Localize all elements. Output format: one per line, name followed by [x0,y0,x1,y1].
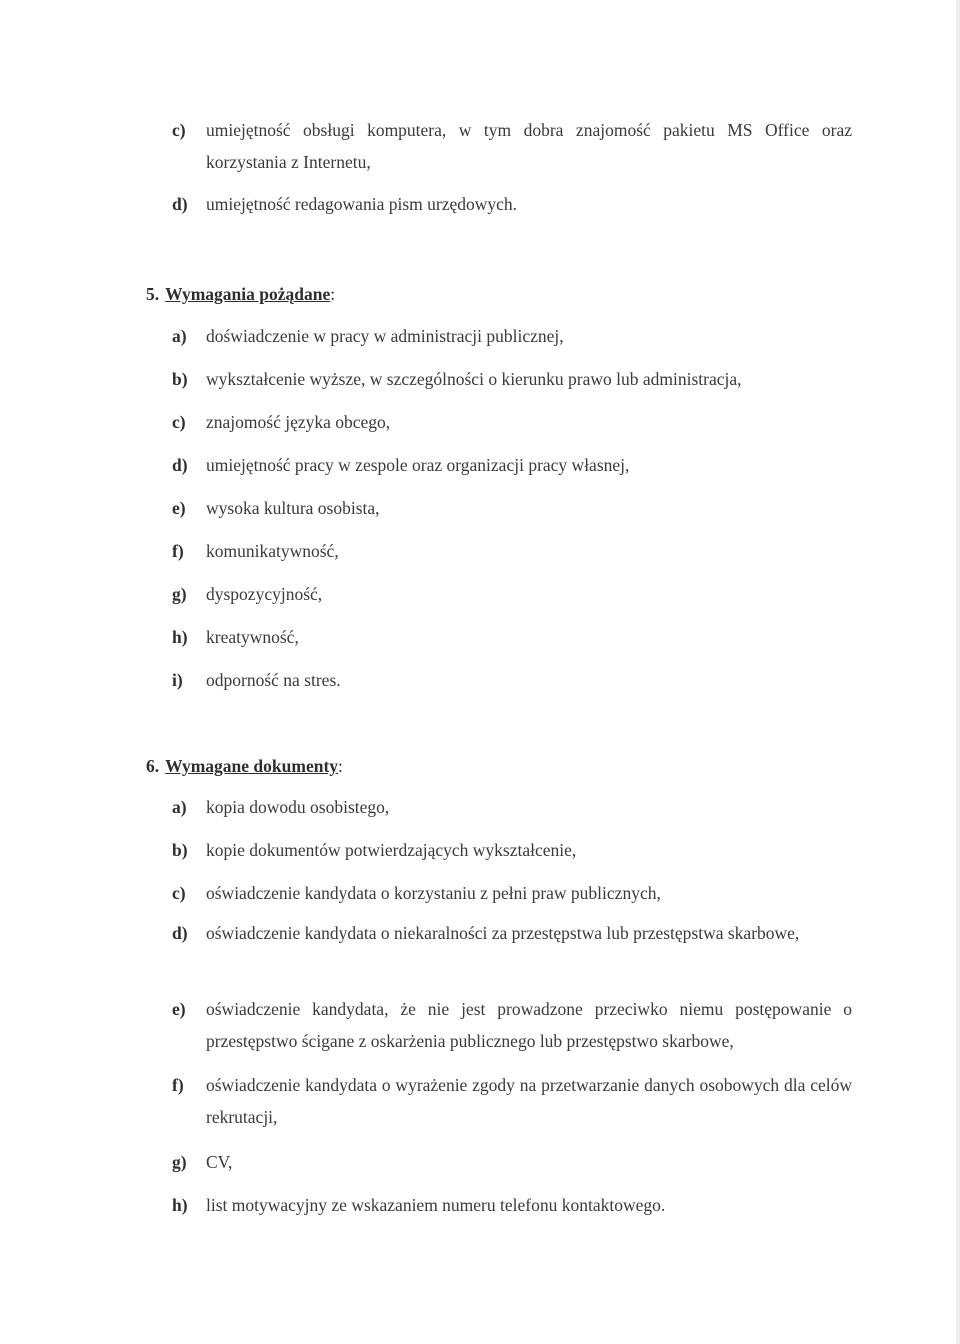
item-text: umiejętność obsługi komputera, w tym dobra znajomość pakietu MS Office oraz korzystania z Internetu, [206,120,852,172]
list-item [172,535,852,567]
list-item [172,621,852,653]
list-item [172,834,852,866]
item-label: c) [172,120,186,140]
list-item [172,993,852,1057]
item-label: h) [172,1195,188,1215]
section-6-heading [146,750,343,782]
item-text: oświadczenie kandydata o niekaralności za przestępstwa lub przestępstwa skarbowe, [206,923,800,943]
item-text: znajomość języka obcego, [206,412,391,432]
list-item [172,363,852,395]
list-item [172,320,852,352]
item-label: d) [172,194,188,214]
section-number: 6. [146,756,160,776]
list-item [172,1146,852,1178]
item-label: d) [172,455,188,475]
list-item [172,917,852,949]
item-label: e) [172,999,186,1019]
item-label: f) [172,1075,184,1095]
item-text: kopie dokumentów potwierdzających wykształcenie, [206,840,577,860]
item-text: odporność na stres. [206,670,341,690]
item-label: h) [172,627,188,647]
item-text: umiejętność pracy w zespole oraz organizacji pracy własnej, [206,455,630,475]
item-label: c) [172,412,186,432]
item-text: oświadczenie kandydata o korzystaniu z pełni praw publicznych, [206,883,661,903]
section-title-suffix: : [338,756,343,776]
section-title-suffix: : [330,284,336,304]
item-label: f) [172,541,184,561]
item-text: umiejętność redagowania pism urzędowych. [206,194,518,214]
section-5-heading [146,278,335,310]
list-item [172,188,852,220]
list-item [172,877,852,909]
page-edge [956,0,960,1344]
section-title: Wymagania pożądane [165,284,331,304]
item-label: a) [172,326,187,346]
item-label: e) [172,498,186,518]
list-item [172,791,852,823]
item-label: g) [172,1152,187,1172]
item-label: b) [172,840,188,860]
list-item [172,578,852,610]
item-text: wykształcenie wyższe, w szczególności o kierunku prawo lub administracja, [206,369,742,389]
item-text: doświadczenie w pracy w administracji publicznej, [206,326,564,346]
item-text: wysoka kultura osobista, [206,498,380,518]
list-item [172,449,852,481]
list-item [172,1069,852,1133]
item-text: komunikatywność, [206,541,339,561]
item-label: c) [172,883,186,903]
list-item [172,664,852,696]
item-text: oświadczenie kandydata o wyrażenie zgody na przetwarzanie danych osobowych dla celów rekrutacji, [206,1075,852,1127]
item-label: i) [172,670,183,690]
item-label: d) [172,923,188,943]
section-title: Wymagane dokumenty [165,756,339,776]
item-text: kopia dowodu osobistego, [206,797,390,817]
item-label: b) [172,369,188,389]
list-item [172,492,852,524]
list-item [172,114,852,178]
item-text: list motywacyjny ze wskazaniem numeru telefonu kontaktowego. [206,1195,666,1215]
section-number: 5. [146,284,160,304]
item-label: g) [172,584,187,604]
item-label: a) [172,797,187,817]
list-item [172,1189,852,1221]
item-text: oświadczenie kandydata, że nie jest prowadzone przeciwko niemu postępowanie o przestępstwo ścigane z oskarżenia publicznego lub przestępstwo skarbowe, [206,999,852,1051]
item-text: CV, [206,1152,233,1172]
list-item [172,406,852,438]
item-text: dyspozycyjność, [206,584,323,604]
item-text: kreatywność, [206,627,299,647]
